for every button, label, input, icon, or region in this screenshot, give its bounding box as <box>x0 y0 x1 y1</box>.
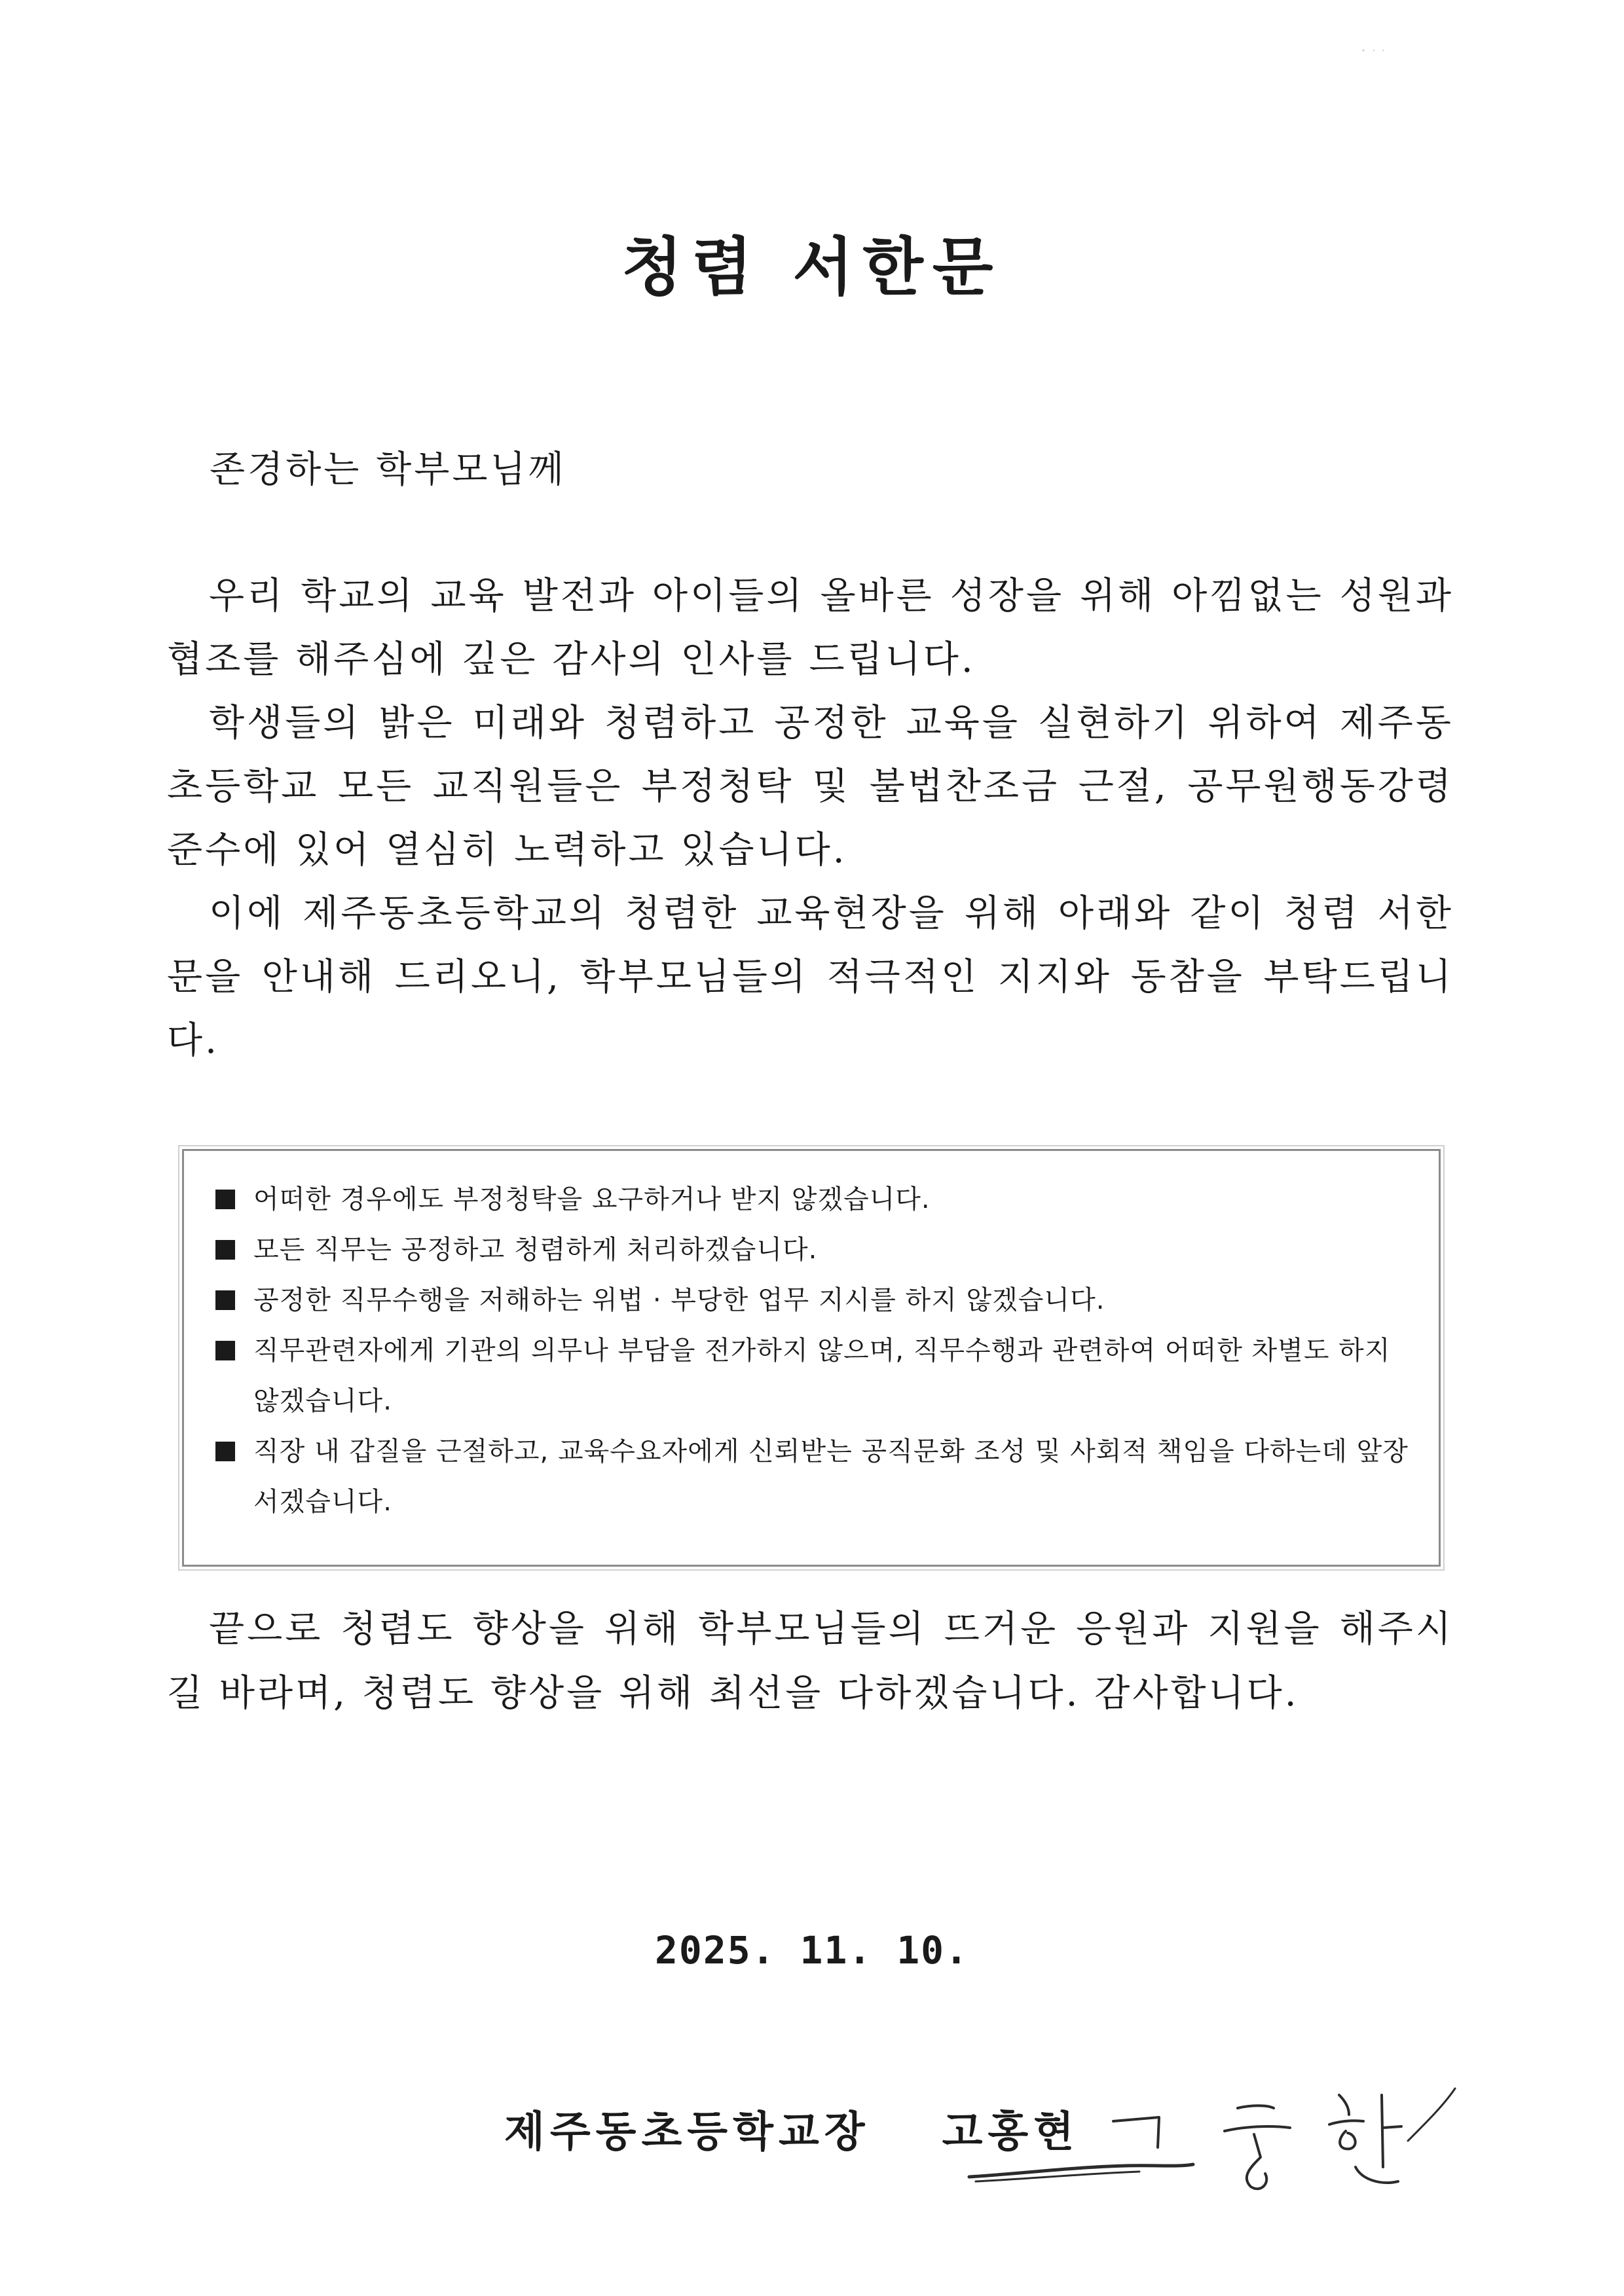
pledge-item-4 <box>215 1326 1412 1427</box>
letter-body <box>167 564 1454 1072</box>
pledge-text: 직무관련자에게 기관의 의무나 부담을 전가하지 않으며, 직무수행과 관련하여 어떠한 차별도 하지 않겠습니다. <box>253 1336 1391 1416</box>
closing-paragraph: 끝으로 청렴도 향상을 위해 학부모님들의 뜨거운 응원과 지원을 해주시길 바라며, 청렴도 향상을 위해 최선을 다하겠습니다. 감사합니다. <box>167 1608 1454 1715</box>
pledge-item-5 <box>215 1427 1412 1527</box>
square-bullet-icon <box>215 1190 235 1209</box>
pledge-text: 직장 내 갑질을 근절하고, 교육수요자에게 신뢰받는 공직문화 조성 및 사회적 책임을 다하는데 앞장 서겠습니다. <box>253 1436 1409 1517</box>
pledge-text: 모든 직무는 공정하고 청렴하게 처리하겠습니다. <box>253 1235 818 1265</box>
signer-name: 고홍현 <box>942 2107 1080 2157</box>
pledge-list <box>215 1175 1412 1527</box>
pledge-item-3 <box>215 1275 1412 1326</box>
signer-title: 제주동초등학교장 <box>504 2107 870 2157</box>
square-bullet-icon <box>215 1240 235 1260</box>
handwritten-signature-icon <box>963 2069 1460 2213</box>
square-bullet-icon <box>215 1442 235 1461</box>
letter-date: 2025. 11. 10. <box>655 1928 969 1973</box>
document-title: 청렴 서한문 <box>621 230 1003 304</box>
pledge-text: 어떠한 경우에도 부정청탁을 요구하거나 받지 않겠습니다. <box>253 1184 931 1214</box>
body-paragraph-3: 이에 제주동초등학교의 청렴한 교육현장을 위해 아래와 같이 청렴 서한문을 안내해 드리오니, 학부모님들의 적극적인 지지와 동참을 부탁드립니다. <box>167 892 1454 1062</box>
pledge-item-1 <box>215 1175 1412 1225</box>
square-bullet-icon <box>215 1341 235 1360</box>
scan-speck-mark <box>1361 42 1387 45</box>
square-bullet-icon <box>215 1290 235 1310</box>
body-paragraph-2: 학생들의 밝은 미래와 청렴하고 공정한 교육을 실현하기 위하여 제주동초등학교 모든 교직원들은 부정청탁 및 불법찬조금 근절, 공무원행동강령 준수에 있어 열심히 노력하고 있습니다. <box>167 702 1454 871</box>
pledge-item-2 <box>215 1225 1412 1275</box>
pledge-text: 공정한 직무수행을 저해하는 위법 · 부당한 업무 지시를 하지 않겠습니다. <box>253 1285 1105 1315</box>
salutation: 존경하는 학부모님께 <box>210 448 566 491</box>
pledge-box <box>182 1149 1441 1567</box>
body-paragraph-1: 우리 학교의 교육 발전과 아이들의 올바른 성장을 위해 아낌없는 성원과 협조를 해주심에 깊은 감사의 인사를 드립니다. <box>167 575 1454 681</box>
